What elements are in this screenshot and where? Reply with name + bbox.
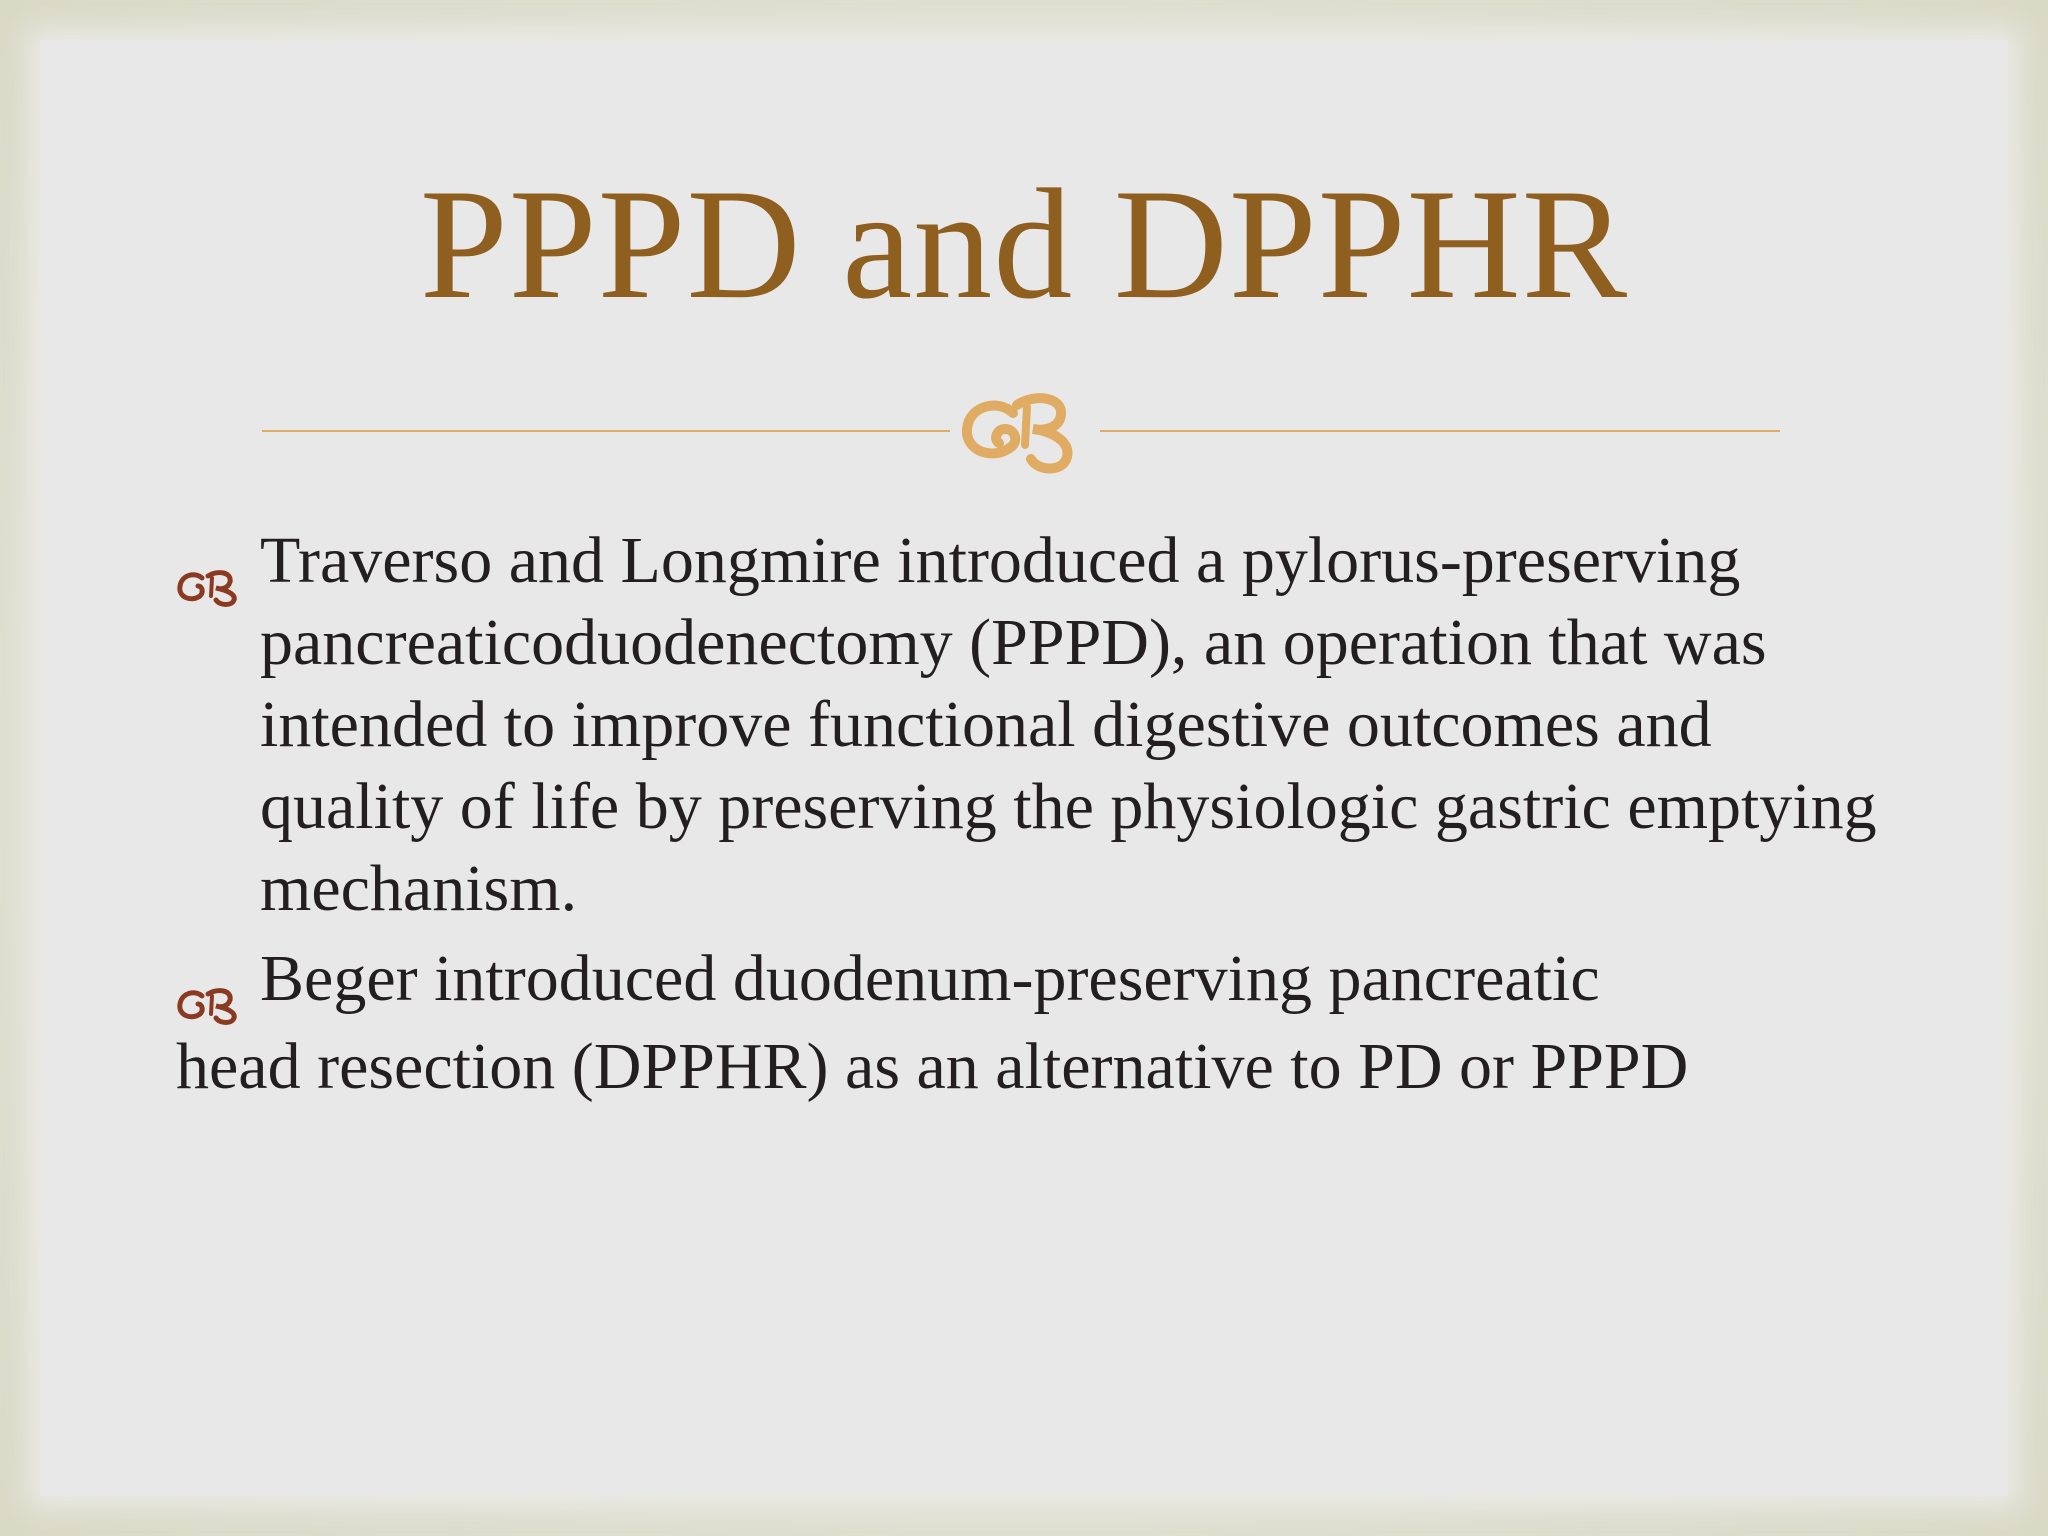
bullet-text: Traverso and Longmire introduced a pylorus-preserving pancreaticoduodenectomy (PPPD), an operation that was intended to improve functional digestive outcomes and quality of life by preserving the physiologic gastric emptying mechanism. <box>260 524 1877 925</box>
divider-line-left <box>262 430 974 432</box>
bullet-item <box>176 938 1896 1020</box>
divider-line-right <box>1076 430 1780 432</box>
bullet-continuation-text: head resection (DPPHR) as an alternative to PD or PPPD <box>176 1030 1689 1103</box>
bullet-flourish-icon <box>176 964 242 1004</box>
slide-body <box>176 520 1896 1108</box>
slide-title: PPPD and DPPHR <box>419 157 1629 332</box>
bullet-text: Beger introduced duodenum-preserving pancreatic <box>260 942 1600 1015</box>
bullet-flourish-icon <box>176 546 242 586</box>
bullet-item <box>176 520 1896 930</box>
flourish-icon <box>950 380 1100 480</box>
